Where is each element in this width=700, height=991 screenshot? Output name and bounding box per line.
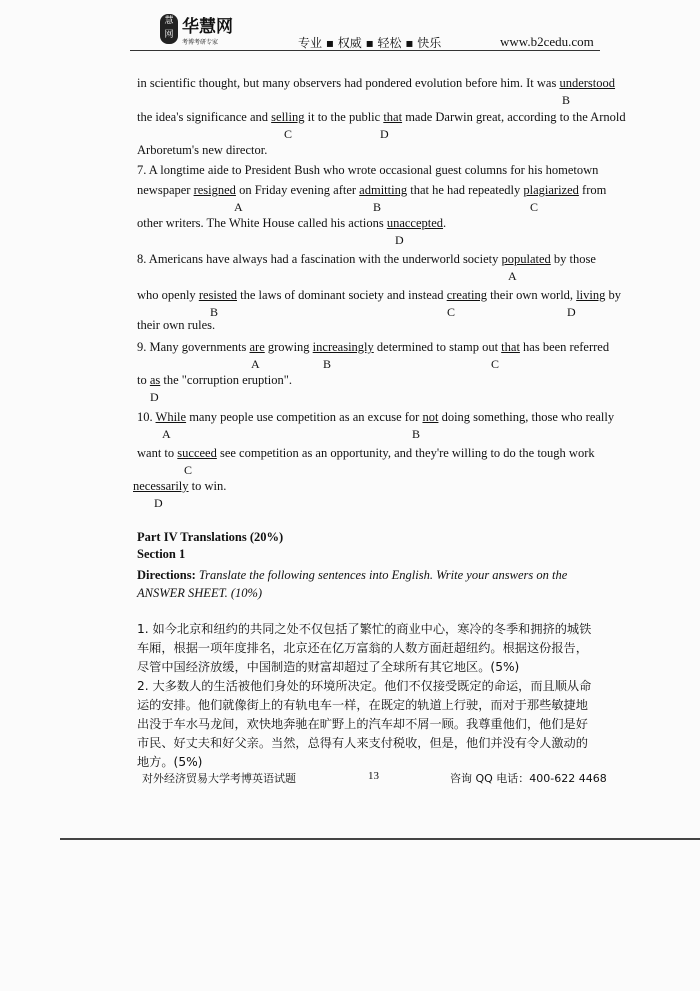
option-letter: C [284, 127, 293, 141]
option-letter: D [150, 390, 159, 404]
text-segment: from [578, 183, 607, 197]
option-letter: B [562, 93, 571, 107]
text-segment: on Friday evening after [235, 183, 360, 197]
question-line [137, 163, 598, 178]
text-segment: 10. [137, 410, 156, 424]
question-line [137, 410, 614, 425]
question-line [137, 110, 626, 125]
question-line [137, 446, 595, 461]
underlined-option: increasingly [312, 340, 374, 354]
option-letter: B [412, 427, 421, 441]
text-segment: the "corruption eruption". [160, 373, 292, 387]
question-line [137, 318, 215, 333]
logo-text: 华慧网 [182, 17, 233, 37]
underlined-option: not [422, 410, 439, 424]
text-segment: 9. Many governments [137, 340, 250, 354]
header-slogan: 专业 ▪ 权威 ▪ 轻松 ▪ 快乐 [298, 36, 442, 50]
option-letter: C [491, 357, 500, 371]
underlined-option: selling [271, 110, 305, 124]
text-segment: made Darwin great, according to the Arnold [402, 110, 626, 124]
underlined-option: understood [559, 76, 616, 90]
header-url: www.b2cedu.com [500, 34, 594, 49]
underlined-option: unaccepted [386, 216, 444, 230]
logo [160, 12, 233, 46]
text-segment: their own world, [486, 288, 577, 302]
underlined-option: living [576, 288, 606, 302]
footer-title: 对外经济贸易大学考博英语试题 [142, 772, 296, 785]
header-rule [130, 50, 600, 51]
question-line [137, 340, 609, 355]
option-letter: A [508, 269, 517, 283]
text-segment: 7. A longtime aide to President Bush who wrote occasional guest columns for his hometown [137, 163, 599, 177]
text-segment: their own rules. [137, 318, 216, 332]
text-segment: it to the public [304, 110, 384, 124]
underlined-option: resisted [198, 288, 237, 302]
underlined-option: that [501, 340, 520, 354]
underlined-option: resigned [193, 183, 236, 197]
text-segment: to win. [188, 479, 227, 493]
option-letter: A [251, 357, 260, 371]
translation-1: 1. 如今北京和纽约的共同之处不仅包括了繁忙的商业中心，寒冷的冬季和拥挤的城铁车厢，根据一项年度排名，北京还在亿万富翁的人数方面赶超纽约。根据这份报告，尽管中国经济放缓，中国制造的财富却超过了全球所有其它地区。(5%) [137, 622, 592, 674]
option-letter: D [154, 496, 163, 510]
text-segment: want to [137, 446, 178, 460]
text-segment: by those [550, 252, 596, 266]
page-number: 13 [368, 770, 379, 782]
underlined-option: plagiarized [523, 183, 579, 197]
option-letter: A [234, 200, 243, 214]
question-line [137, 76, 615, 91]
text-segment: by [605, 288, 621, 302]
text-segment: determined to stamp out [373, 340, 502, 354]
option-letter: A [162, 427, 171, 441]
directions-label: Directions: [137, 568, 196, 582]
text-segment: 8. Americans have always had a fascination with the underworld society [137, 252, 502, 266]
text-segment: who openly [137, 288, 199, 302]
option-letter: D [395, 233, 404, 247]
option-letter: B [373, 200, 382, 214]
underlined-option: as [149, 373, 161, 387]
translation-2: 2. 大多数人的生活被他们身处的环境所决定。他们不仅接受既定的命运，而且顺从命运的安排。他们就像街上的有轨电车一样，在既定的轨道上行驶，而对于那些敏捷地出没于车水马龙间，欢快地奔驰在旷野上的汽车却不屑一顾。我尊重他们，他们是好市民、好丈夫和好父亲。当然，总得有人来支付税收，但是，他们并没有令人激动的地方。(5%) [137, 679, 592, 769]
section-title: Section 1 [137, 547, 186, 561]
option-letter: C [530, 200, 539, 214]
text-segment: . [443, 216, 447, 230]
question-line [137, 288, 621, 303]
underlined-option: necessarily [133, 479, 189, 493]
part-title: Part IV Translations (20%) [137, 530, 284, 544]
underlined-option: succeed [177, 446, 217, 460]
text-segment: has been referred [519, 340, 610, 354]
question-line [137, 373, 292, 388]
text-segment: growing [264, 340, 313, 354]
footer-rule [60, 838, 700, 840]
question-line [137, 183, 606, 198]
text-segment: that he had repeatedly [407, 183, 524, 197]
underlined-option: While [155, 410, 187, 424]
text-segment: doing something, those who really [438, 410, 615, 424]
option-letter: D [380, 127, 389, 141]
logo-badge-icon: 慧 网 [160, 14, 178, 44]
question-line [133, 479, 226, 494]
option-letter: B [210, 305, 219, 319]
option-letter: B [323, 357, 332, 371]
text-segment: to [137, 373, 150, 387]
directions-text: Translate the following sentences into English. Write your answers on the ANSWER SHEET. (10%) [137, 568, 568, 600]
underlined-option: populated [501, 252, 551, 266]
underlined-option: that [383, 110, 403, 124]
text-segment: many people use competition as an excuse for [186, 410, 423, 424]
text-segment: in scientific thought, but many observers had pondered evolution before him. It was [137, 76, 560, 90]
underlined-option: creating [446, 288, 487, 302]
underlined-option: are [249, 340, 265, 354]
option-letter: D [567, 305, 576, 319]
underlined-option: admitting [359, 183, 408, 197]
logo-subtext: 考博考研专家 [182, 39, 219, 46]
directions [137, 566, 587, 602]
question-line [137, 252, 596, 267]
text-segment: newspaper [137, 183, 194, 197]
option-letter: C [447, 305, 456, 319]
question-line [137, 216, 446, 231]
text-segment: the idea's significance and [137, 110, 272, 124]
question-line [137, 143, 267, 158]
option-letter: C [184, 463, 193, 477]
text-segment: Arboretum's new director. [137, 143, 268, 157]
text-segment: the laws of dominant society and instead [237, 288, 447, 302]
text-segment: see competition as an opportunity, and they're willing to do the tough work [216, 446, 595, 460]
footer-contact: 咨询 QQ 电话：400-622 4468 [450, 772, 607, 785]
text-segment: other writers. The White House called his actions [137, 216, 387, 230]
